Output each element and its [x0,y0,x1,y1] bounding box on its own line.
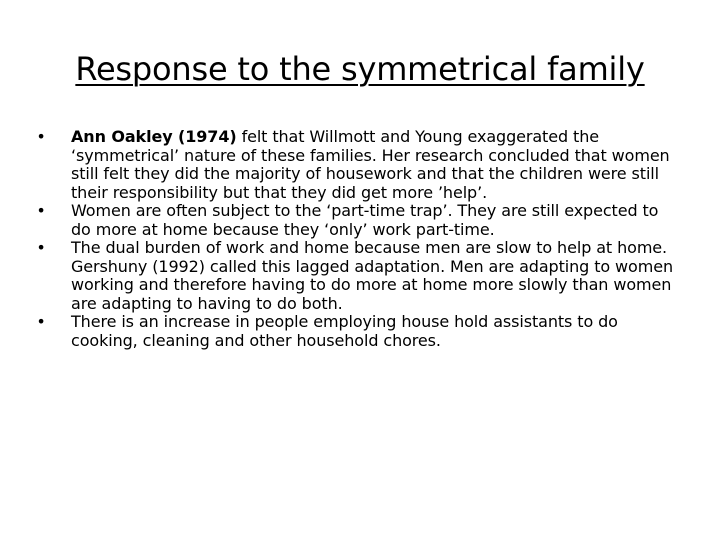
bullet-item-dual-burden [34,239,674,313]
slide-title: Response to the symmetrical family [75,50,645,88]
bullet-item-household-assistants [34,313,674,350]
bullet-list [34,128,674,350]
bullet-icon: • [36,312,46,331]
bullet-item-oakley [34,128,674,202]
bullet-text: felt that Willmott and Young exaggerated the ‘symmetrical’ nature of these families. Her research concluded that women still felt they did the majority of housework and that the children were still their responsibility but that they did get more ’help’. [71,127,670,202]
bullet-text: Women are often subject to the ‘part-time trap’. They are still expected to do more at home because they ‘only’ work part-time. [71,201,659,239]
bullet-icon: • [36,238,46,257]
bullet-bold-text: Ann Oakley (1974) [71,127,237,146]
bullet-item-part-time-trap [34,202,674,239]
bullet-text: There is an increase in people employing house hold assistants to do cooking, cleaning and other household chores. [71,312,618,350]
bullet-text: The dual burden of work and home because men are slow to help at home. Gershuny (1992) called this lagged adaptation. Men are adapting to women working and therefore having to do more at home more slowly than women are adapting to having to do both. [71,238,674,313]
bullet-icon: • [36,201,46,220]
bullet-icon: • [36,127,46,146]
